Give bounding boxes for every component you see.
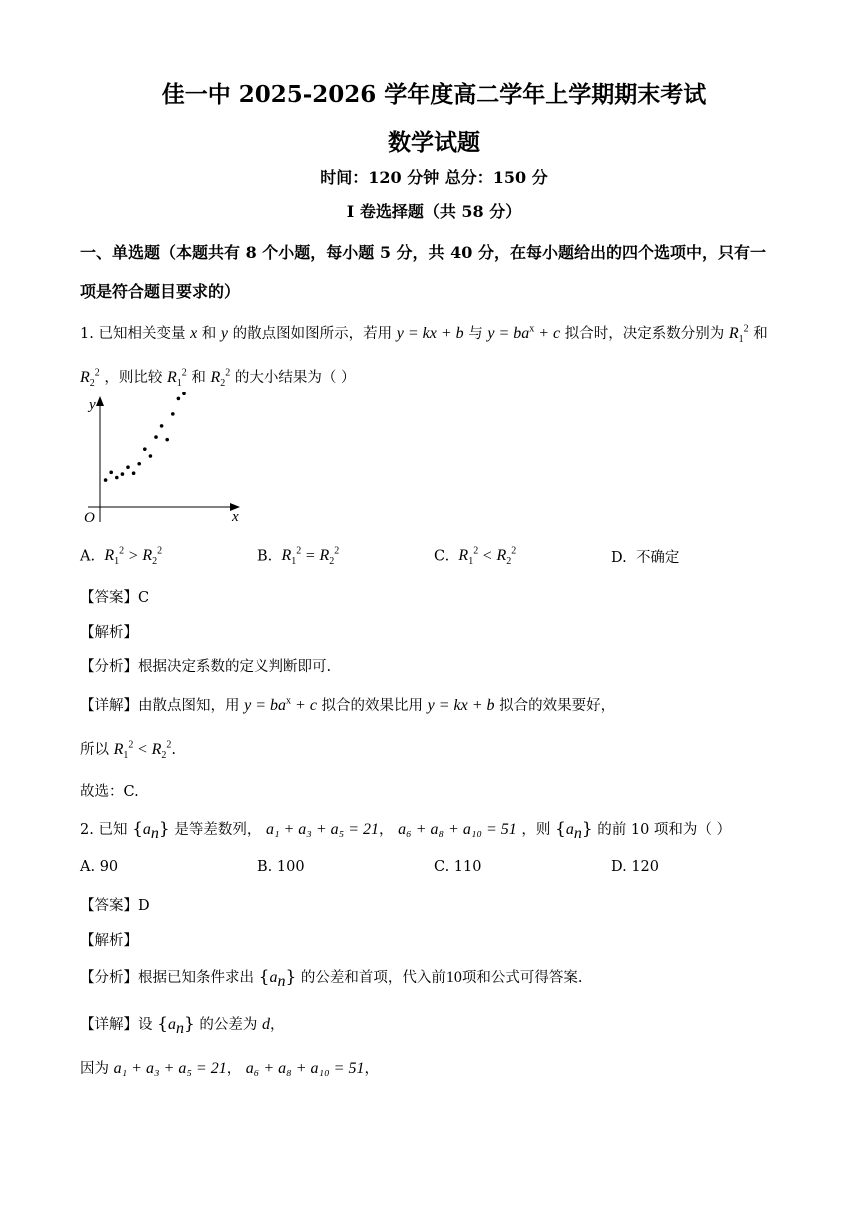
q2-condition-1: a₁ + a₃ + a₅ = 21 <box>265 821 380 838</box>
q2-option-d[interactable]: D. 120 <box>611 859 660 875</box>
q1-xiangjie: 【详解】由散点图知，用 $y = ba^x + c$ 拟合的效果比用 y = kx + b 拟合的效果要好， <box>80 695 616 714</box>
origin-label: O <box>84 510 95 526</box>
q1-conclusion: 所以 $R_1^2 < R_2^2$. <box>80 739 177 762</box>
q2-because: 因为 a₁ + a₃ + a₅ = 21， a₆ + a₈ + a₁₀ = 51， <box>80 1060 379 1077</box>
scatter-point <box>149 454 153 458</box>
volume-title: I 卷选择题（共 58 分） <box>346 202 522 221</box>
scatter-point <box>115 476 119 480</box>
q1-option-c[interactable]: C. $R_1^2 < R_2^2$ <box>434 546 517 568</box>
section-heading-line1: 一、单选题（本题共有 8 个小题，每小题 5 分，共 40 分，在每小题给出的四个选项中，只有一 <box>80 243 766 262</box>
scatter-point <box>154 435 158 439</box>
scatter-point <box>132 471 136 475</box>
q2-option-b[interactable]: B. 100 <box>257 859 305 875</box>
q2-option-a[interactable]: A. 90 <box>80 859 119 875</box>
scatter-point <box>165 438 169 442</box>
q1-option-a[interactable]: A. $R_1^2 > R_2^2$ <box>80 546 163 568</box>
q1-option-b[interactable]: B. $R_1^2 = R_2^2$ <box>257 546 340 568</box>
q2-condition-2: a₆ + a₈ + a₁₀ = 51 <box>398 821 517 838</box>
q2-answer: 【答案】D <box>80 898 150 914</box>
q2-analysis: 【解析】 <box>80 933 138 949</box>
scatter-point <box>104 478 108 482</box>
formula-exponential: $y = ba^x + c$ <box>487 323 561 342</box>
q1-stem-line2: $R_2^2$ ，则比较 $R_1^2$ 和 $R_2^2$ 的大小结果为（ ） <box>80 367 356 390</box>
formula-linear: y = kx + b <box>396 325 464 342</box>
section-heading-line2: 项是符合题目要求的） <box>80 282 241 301</box>
scatter-point <box>143 447 147 451</box>
x-axis-label: x <box>232 509 239 525</box>
time-score: 时间：120 分钟 总分：150 分 <box>320 168 548 187</box>
scatter-point <box>160 424 164 428</box>
q1-option-d[interactable]: D. 不确定 <box>611 550 680 566</box>
q1-scatter-plot <box>78 392 248 530</box>
q2-option-c[interactable]: C. 110 <box>434 859 482 875</box>
q1-choose: 故选：C. <box>80 784 139 800</box>
q1-stem-line1: 1. 已知相关变量 x 和 y 的散点图如图所示，若用 y = kx + b 与 $y = ba^x + c$ 拟合时，决定系数分别为 $R_1^2$ 和 <box>80 323 768 346</box>
y-axis-arrow-icon <box>96 396 104 406</box>
q1-analysis: 【解析】 <box>80 625 138 641</box>
q2-stem: 2. 已知 $\{a_n\}$ 是等差数列， a₁ + a₃ + a₅ = 21， a₆ + a₈ + a₁₀ = 51 ，则 $\{a_n\}$ 的前 10 项和为（ ） <box>80 819 732 842</box>
scatter-point <box>126 465 130 469</box>
scatter-point <box>121 472 125 476</box>
scatter-point <box>109 471 113 475</box>
q1-fenxi: 【分析】根据决定系数的定义判断即可. <box>80 659 332 675</box>
q1-answer: 【答案】C <box>80 590 150 606</box>
exam-subtitle: 数学试题 <box>388 129 480 156</box>
scatter-point <box>177 397 181 401</box>
q2-fenxi: 【分析】根据已知条件求出 $\{a_n\}$ 的公差和首项，代入前10项和公式可得答案. <box>80 967 583 990</box>
y-axis-label: y <box>89 397 96 413</box>
q2-xiangjie: 【详解】设 $\{a_n\}$ 的公差为 d， <box>80 1014 285 1037</box>
scatter-point <box>137 462 141 466</box>
scatter-point <box>182 392 186 395</box>
exam-title: 佳一中 2025-2026 学年度高二学年上学期期末考试 <box>161 81 707 108</box>
scatter-point <box>171 412 175 416</box>
